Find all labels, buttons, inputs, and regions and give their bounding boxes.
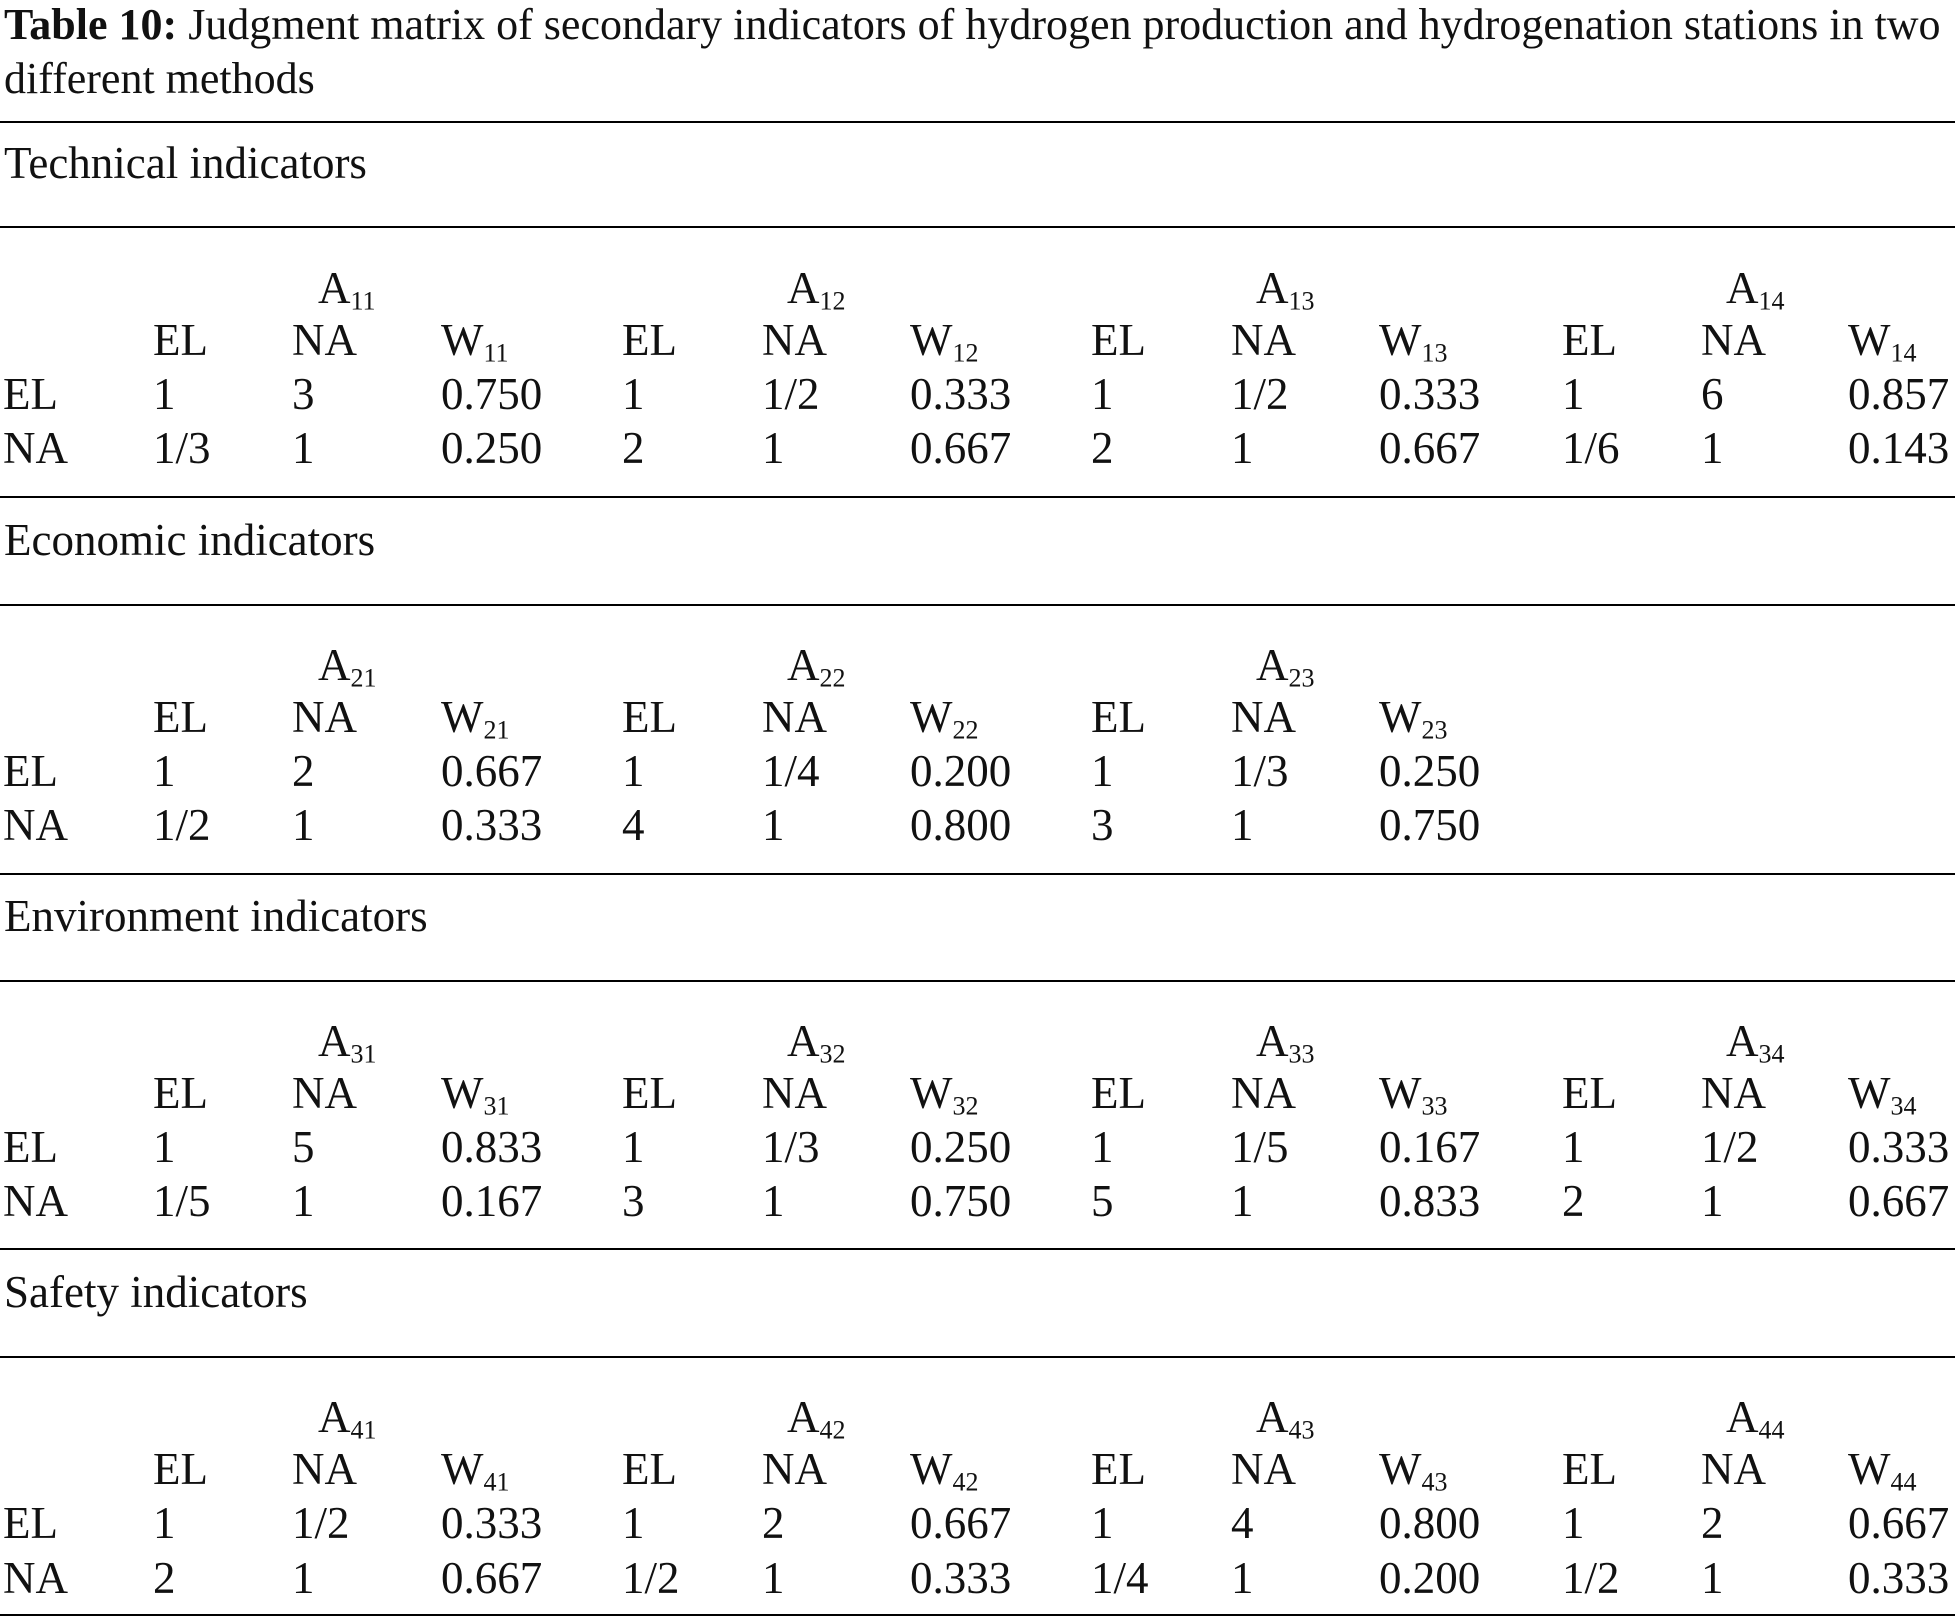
indicator-header: [1726, 1391, 1785, 1445]
col-header-el: EL: [622, 1443, 677, 1494]
cell-na: 1: [762, 1552, 785, 1603]
row-label: NA: [3, 1552, 68, 1603]
col-header-el: EL: [622, 1067, 677, 1118]
indicator-letter: A: [318, 639, 351, 690]
col-header-el: EL: [1562, 314, 1617, 365]
weight-letter: W: [441, 314, 484, 365]
cell-el: 1: [153, 1121, 176, 1172]
section-title: Environment indicators: [4, 891, 428, 941]
indicator-header: [787, 639, 846, 693]
cell-el: 1/2: [153, 799, 211, 850]
cell-el: 1: [622, 1497, 645, 1548]
indicator-header: [1256, 1015, 1315, 1069]
cell-weight: 0.667: [441, 1552, 543, 1603]
cell-weight: 0.750: [441, 368, 543, 419]
indicator-header: [787, 1391, 846, 1445]
indicator-header: [787, 262, 846, 316]
cell-weight: 0.800: [1379, 1497, 1481, 1548]
row-label: EL: [3, 1121, 58, 1172]
cell-weight: 0.250: [1379, 745, 1481, 796]
indicator-header: [318, 1015, 377, 1069]
weight-subscript: 33: [1421, 1091, 1448, 1121]
indicator-header: [1726, 1015, 1785, 1069]
indicator-letter: A: [1256, 639, 1289, 690]
indicator-letter: A: [787, 1015, 820, 1066]
cell-na: 1: [1231, 1552, 1254, 1603]
col-header-na: NA: [762, 1067, 827, 1118]
indicator-header: [1256, 1391, 1315, 1445]
rule-section-end: [0, 873, 1955, 875]
col-header-el: EL: [1091, 1067, 1146, 1118]
rule-section-end: [0, 496, 1955, 498]
cell-el: 3: [622, 1175, 645, 1226]
col-header-na: NA: [1231, 691, 1296, 742]
col-header-na: NA: [762, 691, 827, 742]
cell-weight: 0.857: [1848, 368, 1950, 419]
cell-weight: 0.200: [1379, 1552, 1481, 1603]
cell-na: 1/4: [762, 745, 820, 796]
weight-letter: W: [441, 1443, 484, 1494]
cell-na: 1/3: [762, 1121, 820, 1172]
cell-weight: 0.333: [1379, 368, 1481, 419]
col-header-na: NA: [1701, 314, 1766, 365]
indicator-header: [787, 1015, 846, 1069]
cell-weight: 0.250: [441, 422, 543, 473]
weight-subscript: 22: [952, 715, 979, 745]
indicator-subscript: 21: [350, 663, 377, 693]
cell-el: 2: [1091, 422, 1114, 473]
rule-top: [0, 121, 1955, 123]
row-label: EL: [3, 368, 58, 419]
col-header-weight: [910, 1443, 979, 1497]
cell-na: 1: [292, 1552, 315, 1603]
indicator-letter: A: [787, 262, 820, 313]
cell-weight: 0.333: [441, 799, 543, 850]
cell-el: 1/5: [153, 1175, 211, 1226]
col-header-el: EL: [153, 314, 208, 365]
caption-label: Table 10:: [4, 0, 178, 49]
col-header-el: EL: [1091, 314, 1146, 365]
indicator-header: [1256, 639, 1315, 693]
cell-weight: 0.167: [441, 1175, 543, 1226]
col-header-na: NA: [292, 1067, 357, 1118]
col-header-na: NA: [1231, 1443, 1296, 1494]
col-header-weight: [441, 1443, 510, 1497]
indicator-subscript: 14: [1758, 286, 1785, 316]
indicator-subscript: 32: [819, 1039, 846, 1069]
indicator-subscript: 34: [1758, 1039, 1785, 1069]
indicator-letter: A: [1256, 262, 1289, 313]
table-caption: [4, 0, 1949, 106]
rule-section-head: [0, 1356, 1955, 1358]
cell-weight: 0.667: [1379, 422, 1481, 473]
indicator-letter: A: [318, 262, 351, 313]
indicator-subscript: 12: [819, 286, 846, 316]
indicator-header: [1256, 262, 1315, 316]
rule-bottom: [0, 1614, 1955, 1616]
col-header-weight: [1379, 314, 1448, 368]
cell-el: 1: [1091, 368, 1114, 419]
col-header-weight: [1848, 1067, 1917, 1121]
cell-weight: 0.200: [910, 745, 1012, 796]
cell-na: 1/2: [1231, 368, 1289, 419]
indicator-subscript: 42: [819, 1415, 846, 1445]
rule-section-head: [0, 604, 1955, 606]
cell-na: 1/2: [762, 368, 820, 419]
rule-section-end: [0, 1248, 1955, 1250]
weight-subscript: 21: [483, 715, 510, 745]
cell-na: 1: [1701, 422, 1724, 473]
weight-letter: W: [1379, 1443, 1422, 1494]
col-header-na: NA: [292, 1443, 357, 1494]
cell-weight: 0.333: [441, 1497, 543, 1548]
cell-el: 1/4: [1091, 1552, 1149, 1603]
col-header-na: NA: [292, 691, 357, 742]
col-header-na: NA: [292, 314, 357, 365]
rule-section-head: [0, 980, 1955, 982]
cell-na: 1: [762, 1175, 785, 1226]
col-header-el: EL: [153, 691, 208, 742]
weight-letter: W: [1379, 314, 1422, 365]
weight-letter: W: [1379, 691, 1422, 742]
cell-na: 1/3: [1231, 745, 1289, 796]
indicator-subscript: 23: [1288, 663, 1315, 693]
cell-na: 1: [1231, 422, 1254, 473]
cell-el: 1/3: [153, 422, 211, 473]
row-label: EL: [3, 1497, 58, 1548]
indicator-subscript: 33: [1288, 1039, 1315, 1069]
cell-na: 1/5: [1231, 1121, 1289, 1172]
col-header-weight: [441, 1067, 510, 1121]
indicator-header: [1726, 262, 1785, 316]
col-header-weight: [1379, 691, 1448, 745]
col-header-weight: [1379, 1443, 1448, 1497]
indicator-subscript: 43: [1288, 1415, 1315, 1445]
weight-subscript: 41: [483, 1467, 510, 1497]
indicator-letter: A: [318, 1015, 351, 1066]
cell-el: 3: [1091, 799, 1114, 850]
cell-weight: 0.250: [910, 1121, 1012, 1172]
weight-letter: W: [910, 691, 953, 742]
weight-subscript: 14: [1890, 338, 1917, 368]
col-header-na: NA: [1231, 314, 1296, 365]
weight-letter: W: [910, 1443, 953, 1494]
col-header-weight: [441, 691, 510, 745]
cell-na: 2: [1701, 1497, 1724, 1548]
cell-weight: 0.750: [1379, 799, 1481, 850]
cell-na: 1: [1231, 799, 1254, 850]
row-label: EL: [3, 745, 58, 796]
row-label: NA: [3, 799, 68, 850]
cell-el: 1: [1091, 1121, 1114, 1172]
indicator-letter: A: [1256, 1015, 1289, 1066]
weight-subscript: 13: [1421, 338, 1448, 368]
col-header-weight: [441, 314, 509, 368]
col-header-na: NA: [762, 314, 827, 365]
section-title: Safety indicators: [4, 1267, 308, 1317]
cell-el: 1: [1562, 368, 1585, 419]
indicator-subscript: 22: [819, 663, 846, 693]
section-title: Technical indicators: [4, 138, 367, 188]
indicator-letter: A: [1726, 1391, 1759, 1442]
col-header-el: EL: [1091, 691, 1146, 742]
cell-weight: 0.333: [910, 1552, 1012, 1603]
cell-el: 1: [622, 1121, 645, 1172]
col-header-weight: [910, 691, 979, 745]
indicator-letter: A: [787, 1391, 820, 1442]
weight-letter: W: [441, 691, 484, 742]
col-header-el: EL: [622, 314, 677, 365]
weight-letter: W: [910, 1067, 953, 1118]
indicator-subscript: 13: [1288, 286, 1315, 316]
indicator-letter: A: [1726, 262, 1759, 313]
cell-weight: 0.667: [441, 745, 543, 796]
cell-weight: 0.333: [910, 368, 1012, 419]
indicator-header: [318, 1391, 377, 1445]
indicator-subscript: 41: [350, 1415, 377, 1445]
indicator-header: [318, 262, 376, 316]
cell-na: 1: [762, 799, 785, 850]
col-header-na: NA: [1701, 1443, 1766, 1494]
row-label: NA: [3, 1175, 68, 1226]
cell-na: 1: [1701, 1175, 1724, 1226]
cell-na: 1: [1701, 1552, 1724, 1603]
weight-subscript: 11: [483, 338, 509, 368]
cell-el: 2: [153, 1552, 176, 1603]
weight-subscript: 42: [952, 1467, 979, 1497]
indicator-letter: A: [1726, 1015, 1759, 1066]
cell-el: 1: [1562, 1121, 1585, 1172]
weight-letter: W: [1848, 1443, 1891, 1494]
indicator-header: [318, 639, 377, 693]
cell-el: 1/6: [1562, 422, 1620, 473]
indicator-letter: A: [1256, 1391, 1289, 1442]
cell-na: 4: [1231, 1497, 1254, 1548]
cell-weight: 0.750: [910, 1175, 1012, 1226]
weight-subscript: 32: [952, 1091, 979, 1121]
weight-letter: W: [1848, 314, 1891, 365]
caption-text: Judgment matrix of secondary indicators of hydrogen production and hydrogenation stations in two different methods: [4, 0, 1941, 103]
col-header-weight: [910, 314, 979, 368]
col-header-weight: [1848, 1443, 1917, 1497]
cell-weight: 0.167: [1379, 1121, 1481, 1172]
col-header-na: NA: [762, 1443, 827, 1494]
weight-letter: W: [1848, 1067, 1891, 1118]
col-header-el: EL: [622, 691, 677, 742]
cell-el: 2: [1562, 1175, 1585, 1226]
col-header-el: EL: [1562, 1443, 1617, 1494]
cell-na: 1/2: [292, 1497, 350, 1548]
cell-el: 1: [622, 368, 645, 419]
row-label: NA: [3, 422, 68, 473]
cell-na: 1: [292, 422, 315, 473]
cell-el: 1: [1091, 1497, 1114, 1548]
col-header-el: EL: [153, 1067, 208, 1118]
cell-el: 1: [153, 1497, 176, 1548]
cell-na: 6: [1701, 368, 1724, 419]
weight-subscript: 34: [1890, 1091, 1917, 1121]
cell-na: 1: [292, 1175, 315, 1226]
col-header-na: NA: [1231, 1067, 1296, 1118]
weight-letter: W: [910, 314, 953, 365]
cell-na: 1: [1231, 1175, 1254, 1226]
indicator-letter: A: [787, 639, 820, 690]
cell-el: 1: [153, 745, 176, 796]
rule-section-head: [0, 226, 1955, 228]
col-header-el: EL: [1562, 1067, 1617, 1118]
cell-na: 2: [292, 745, 315, 796]
indicator-subscript: 44: [1758, 1415, 1785, 1445]
cell-el: 1: [1091, 745, 1114, 796]
section-title: Economic indicators: [4, 515, 376, 565]
cell-na: 1/2: [1701, 1121, 1759, 1172]
col-header-el: EL: [1091, 1443, 1146, 1494]
cell-el: 4: [622, 799, 645, 850]
cell-weight: 0.667: [1848, 1497, 1950, 1548]
weight-letter: W: [1379, 1067, 1422, 1118]
cell-weight: 0.667: [1848, 1175, 1950, 1226]
col-header-weight: [1379, 1067, 1448, 1121]
cell-el: 1/2: [622, 1552, 680, 1603]
cell-na: 1: [762, 422, 785, 473]
cell-weight: 0.667: [910, 422, 1012, 473]
cell-el: 1: [153, 368, 176, 419]
cell-na: 1: [292, 799, 315, 850]
cell-el: 5: [1091, 1175, 1114, 1226]
col-header-na: NA: [1701, 1067, 1766, 1118]
weight-subscript: 31: [483, 1091, 510, 1121]
weight-subscript: 43: [1421, 1467, 1448, 1497]
cell-weight: 0.333: [1848, 1552, 1950, 1603]
indicator-subscript: 31: [350, 1039, 377, 1069]
cell-weight: 0.667: [910, 1497, 1012, 1548]
cell-weight: 0.833: [1379, 1175, 1481, 1226]
cell-el: 2: [622, 422, 645, 473]
weight-subscript: 44: [1890, 1467, 1917, 1497]
indicator-letter: A: [318, 1391, 351, 1442]
weight-letter: W: [441, 1067, 484, 1118]
cell-weight: 0.143: [1848, 422, 1950, 473]
cell-weight: 0.833: [441, 1121, 543, 1172]
weight-subscript: 12: [952, 338, 979, 368]
cell-el: 1/2: [1562, 1552, 1620, 1603]
col-header-el: EL: [153, 1443, 208, 1494]
cell-el: 1: [1562, 1497, 1585, 1548]
cell-na: 3: [292, 368, 315, 419]
col-header-weight: [910, 1067, 979, 1121]
cell-weight: 0.333: [1848, 1121, 1950, 1172]
cell-weight: 0.800: [910, 799, 1012, 850]
cell-na: 2: [762, 1497, 785, 1548]
cell-el: 1: [622, 745, 645, 796]
cell-na: 5: [292, 1121, 315, 1172]
weight-subscript: 23: [1421, 715, 1448, 745]
col-header-weight: [1848, 314, 1917, 368]
indicator-subscript: 11: [350, 286, 376, 316]
